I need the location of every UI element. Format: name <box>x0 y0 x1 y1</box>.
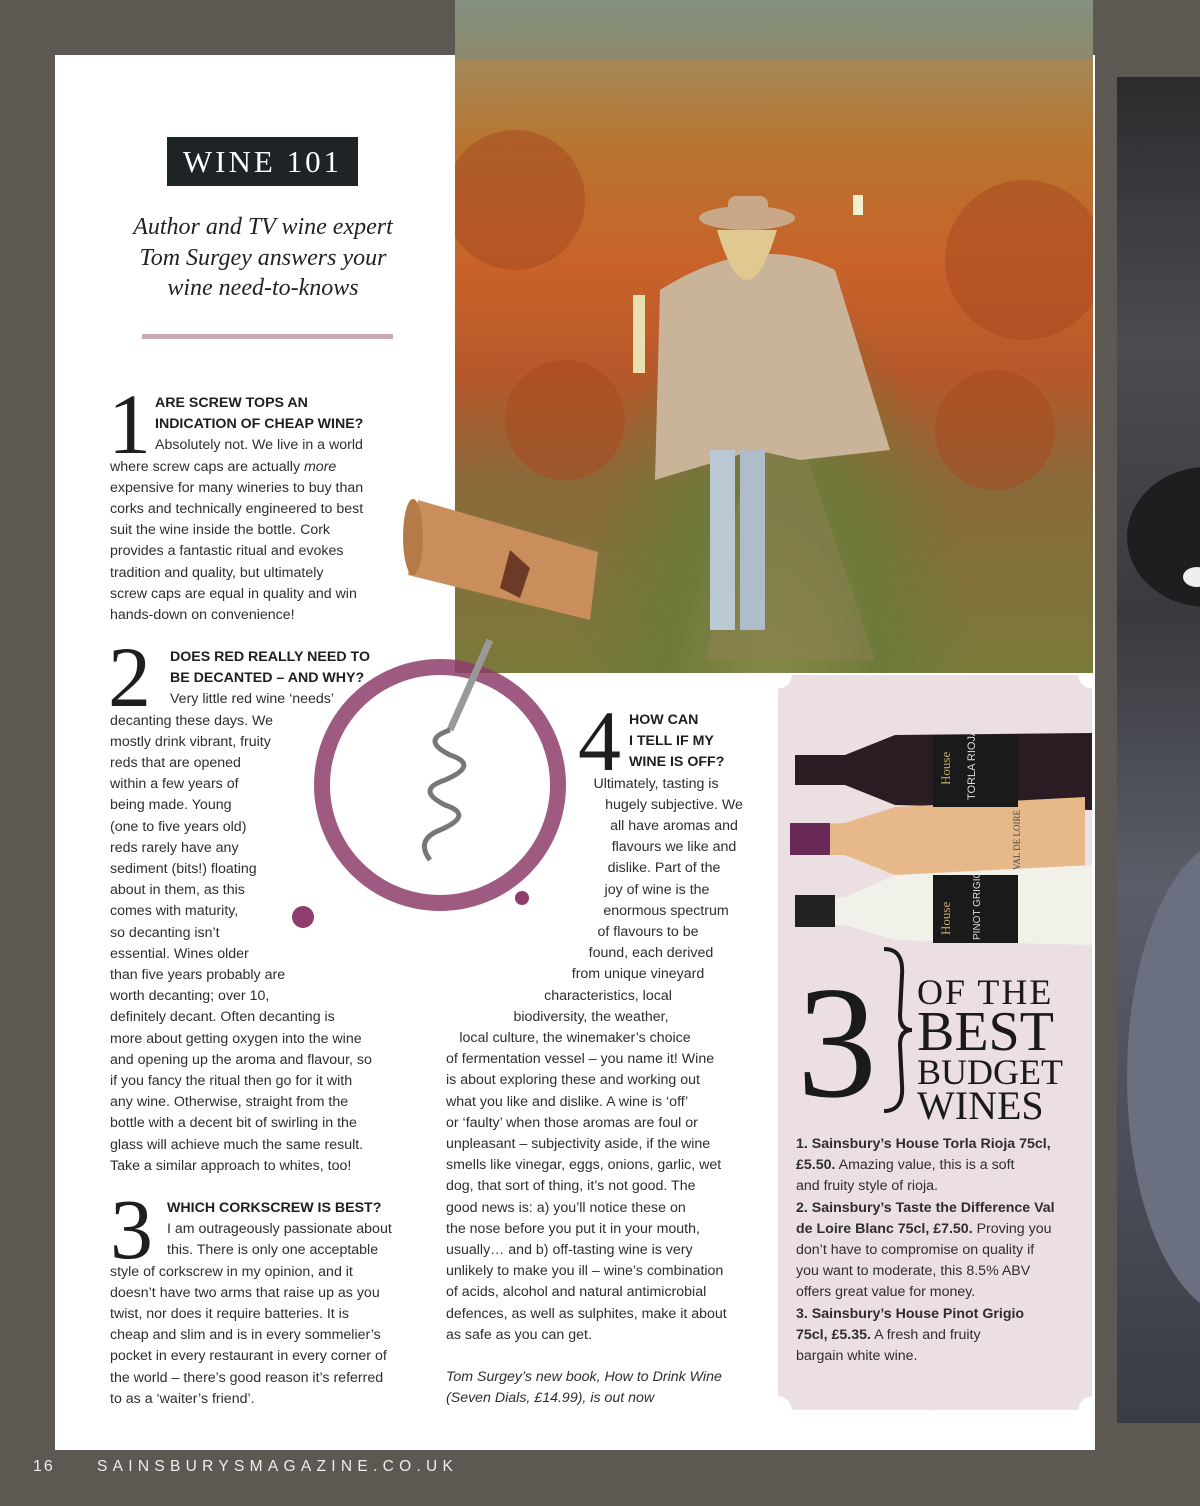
question-number: 3 <box>110 1181 153 1277</box>
bottle-label: House <box>938 751 953 785</box>
question-heading-line: I TELL IF MY <box>629 733 714 750</box>
body-text-line: defences, as well as sulphites, make it about <box>446 1305 727 1322</box>
body-text-line: found, each derived <box>588 945 714 962</box>
body-text-line: the nose before you put it in your mouth, <box>446 1220 700 1237</box>
body-text-line: or ‘faulty’ when those aromas are foul or <box>446 1114 698 1131</box>
body-text-line: 1. Sainsbury’s House Torla Rioja 75cl, <box>796 1136 1051 1152</box>
body-text-line: 2. Sainsbury’s Taste the Difference Val <box>796 1199 1055 1216</box>
body-text-line: usually… and b) off-tasting wine is very <box>446 1242 693 1258</box>
body-text-line: style of corkscrew in my opinion, and it <box>110 1263 353 1280</box>
body-text-line: (Seven Dials, £14.99), is out now <box>446 1390 655 1407</box>
body-text-line: cheap and slim and is in every sommelier’s <box>110 1327 381 1344</box>
page-number: 16 <box>33 1458 55 1475</box>
body-text-line: glass will achieve much the same result. <box>110 1136 364 1153</box>
body-text-line: I am outrageously passionate about <box>167 1221 392 1238</box>
body-text-line: Take a similar approach to whites, too! <box>110 1157 352 1174</box>
body-text-line: from unique vineyard <box>571 966 705 983</box>
body-text-line: definitely decant. Often decanting is <box>110 1009 335 1026</box>
body-text-line: 3. Sainsbury’s House Pinot Grigio <box>796 1305 1025 1322</box>
plate-illustration <box>1117 77 1200 1423</box>
budget-heading-line: WINES <box>917 1083 1044 1128</box>
budget-heading-line: OF THE <box>917 972 1054 1012</box>
body-text-line: to as a ‘waiter’s friend’. <box>110 1390 255 1407</box>
body-text-line: more about getting oxygen into the wine <box>110 1030 362 1047</box>
body-text-line: what you like and dislike. A wine is ‘off’ <box>446 1093 689 1110</box>
section-title: WINE 101 <box>167 137 358 186</box>
body-text-line: suit the wine inside the bottle. Cork <box>110 522 331 539</box>
body-text-line: decanting these days. We <box>110 712 273 729</box>
body-text-line: worth decanting; over 10, <box>110 988 270 1005</box>
subtitle-line: Author and TV wine expert <box>133 214 393 240</box>
bottle-label: VAL DE LOIRE <box>1012 810 1022 870</box>
bottle-label: TORLA RIOJA <box>966 728 978 800</box>
question-heading-line: DOES RED REALLY NEED TO <box>170 649 370 665</box>
subtitle-line: Tom Surgey answers your <box>139 244 387 271</box>
body-text-line: screw caps are equal in quality and win <box>110 585 357 602</box>
body-text-line: dog, that sort of thing, it’s not good. The <box>446 1178 696 1195</box>
body-text-line: hands-down on convenience! <box>110 607 295 623</box>
body-text-line: bottle with a decent bit of swirling in the <box>110 1115 357 1132</box>
body-text-line: being made. Young <box>110 797 232 814</box>
body-text-line: expensive for many wineries to buy than <box>110 479 364 496</box>
body-text-line: Tom Surgey’s new book, How to Drink Wine <box>446 1369 722 1385</box>
body-text-line: of flavours to be <box>597 924 699 940</box>
body-text-line: doesn’t have two arms that raise up as you <box>110 1284 380 1301</box>
body-text-line: and fruity style of rioja. <box>796 1178 938 1195</box>
body-text-line: the world – there’s good reason it’s referred <box>110 1369 384 1386</box>
subtitle-line: wine need-to-knows <box>167 275 359 301</box>
table-setting-photo <box>1117 77 1200 1423</box>
body-text-line: hugely subjective. We <box>605 796 743 813</box>
body-text-line: mostly drink vibrant, fruity <box>110 733 271 750</box>
question-heading-line: WHICH CORKSCREW IS BEST? <box>167 1200 382 1216</box>
brace-decoration <box>880 945 914 1115</box>
body-text-line: tradition and quality, but ultimately <box>110 564 324 581</box>
body-text-line: of fermentation vessel – you name it! Wine <box>446 1051 715 1068</box>
bottle-label: PINOT GRIGIO <box>972 870 983 940</box>
body-text-line: so decanting isn’t <box>110 924 220 941</box>
body-text-line: if you fancy the ritual then go for it with <box>110 1073 353 1089</box>
body-text-line: (one to five years old) <box>110 818 247 835</box>
budget-number: 3 <box>797 953 877 1131</box>
body-text-line: sediment (bits!) floating <box>110 861 257 877</box>
body-text-line: you want to moderate, this 8.5% ABV <box>796 1263 1031 1280</box>
body-text-line: Absolutely not. We live in a world <box>155 437 363 454</box>
body-text-line: biodiversity, the weather, <box>513 1008 669 1025</box>
body-text-line: bargain white wine. <box>796 1348 918 1364</box>
question-heading-line: BE DECANTED – AND WHY? <box>170 670 365 687</box>
question-heading-line: INDICATION OF CHEAP WINE? <box>155 416 364 433</box>
question-heading-line: ARE SCREW TOPS AN <box>155 395 308 411</box>
question-heading-line: HOW CAN <box>629 712 699 728</box>
body-text-line: joy of wine is the <box>604 881 710 898</box>
body-text-line: good news is: a) you’ll notice these on <box>446 1199 686 1216</box>
body-text-line: dislike. Part of the <box>607 860 721 877</box>
question-heading-line: WINE IS OFF? <box>629 754 725 771</box>
body-text-line: 75cl, £5.35. A fresh and fruity <box>796 1326 981 1343</box>
body-text-line: £5.50. Amazing value, this is a soft <box>796 1157 1015 1174</box>
body-text-line: flavours we like and <box>611 839 737 856</box>
body-text-line: pocket in every restaurant in every corner of <box>110 1348 387 1365</box>
budget-heading-line: BUDGET <box>917 1052 1063 1092</box>
body-text-line: twist, nor does it require batteries. It is <box>110 1306 349 1322</box>
body-text-line: is about exploring these and working out <box>446 1072 700 1089</box>
website-url: SAINSBURYSMAGAZINE.CO.UK <box>97 1458 459 1475</box>
body-text-line: characteristics, local <box>544 987 672 1004</box>
body-text-line: as safe as you can get. <box>446 1326 592 1343</box>
body-text-line: any wine. Otherwise, straight from the <box>110 1094 349 1111</box>
body-text-line: reds that are opened <box>110 755 241 771</box>
body-text-line: local culture, the winemaker’s choice <box>459 1030 691 1046</box>
body-text-line: enormous spectrum <box>603 902 729 919</box>
body-text-line: than five years probably are <box>110 967 286 983</box>
body-text-line: don’t have to compromise on quality if <box>796 1242 1035 1258</box>
body-text-line: and opening up the aroma and flavour, so <box>110 1051 372 1068</box>
body-text-line: this. There is only one acceptable <box>167 1242 379 1259</box>
body-text-line: unlikely to make you ill – wine’s combination <box>446 1263 724 1280</box>
body-text-line: offers great value for money. <box>796 1284 976 1301</box>
body-text-line: all have aromas and <box>610 818 738 834</box>
body-text-line: reds rarely have any <box>110 839 239 856</box>
wine-bottles-illustration <box>785 725 1092 955</box>
question-number: 4 <box>578 693 621 789</box>
body-text-line: Ultimately, tasting is <box>593 775 719 792</box>
body-text-line: within a few years of <box>110 776 239 793</box>
body-text-line: essential. Wines older <box>110 945 249 962</box>
question-number: 1 <box>108 376 151 472</box>
body-text-line: unpleasant – subjectivity aside, if the wine <box>446 1136 711 1152</box>
body-text-line: de Loire Blanc 75cl, £7.50. Proving you <box>796 1220 1052 1237</box>
body-text-line: comes with maturity, <box>110 903 239 920</box>
body-text-line: smells like vinegar, eggs, onions, garlic, wet <box>446 1157 722 1174</box>
divider <box>142 334 393 339</box>
subtitle <box>100 212 426 304</box>
body-text-line: where screw caps are actually more <box>110 458 337 475</box>
body-text-line: about in them, as this <box>110 882 245 899</box>
body-text-line: provides a fantastic ritual and evokes <box>110 543 344 560</box>
bottle-label: House <box>938 901 953 935</box>
body-text-line: corks and technically engineered to best <box>110 501 364 517</box>
question-number: 2 <box>108 629 151 725</box>
body-text-line: of acids, alcohol and natural antimicrobial <box>446 1284 707 1301</box>
budget-heading-line: BEST <box>917 1001 1054 1063</box>
body-text-line: Very little red wine ‘needs’ <box>170 691 335 708</box>
